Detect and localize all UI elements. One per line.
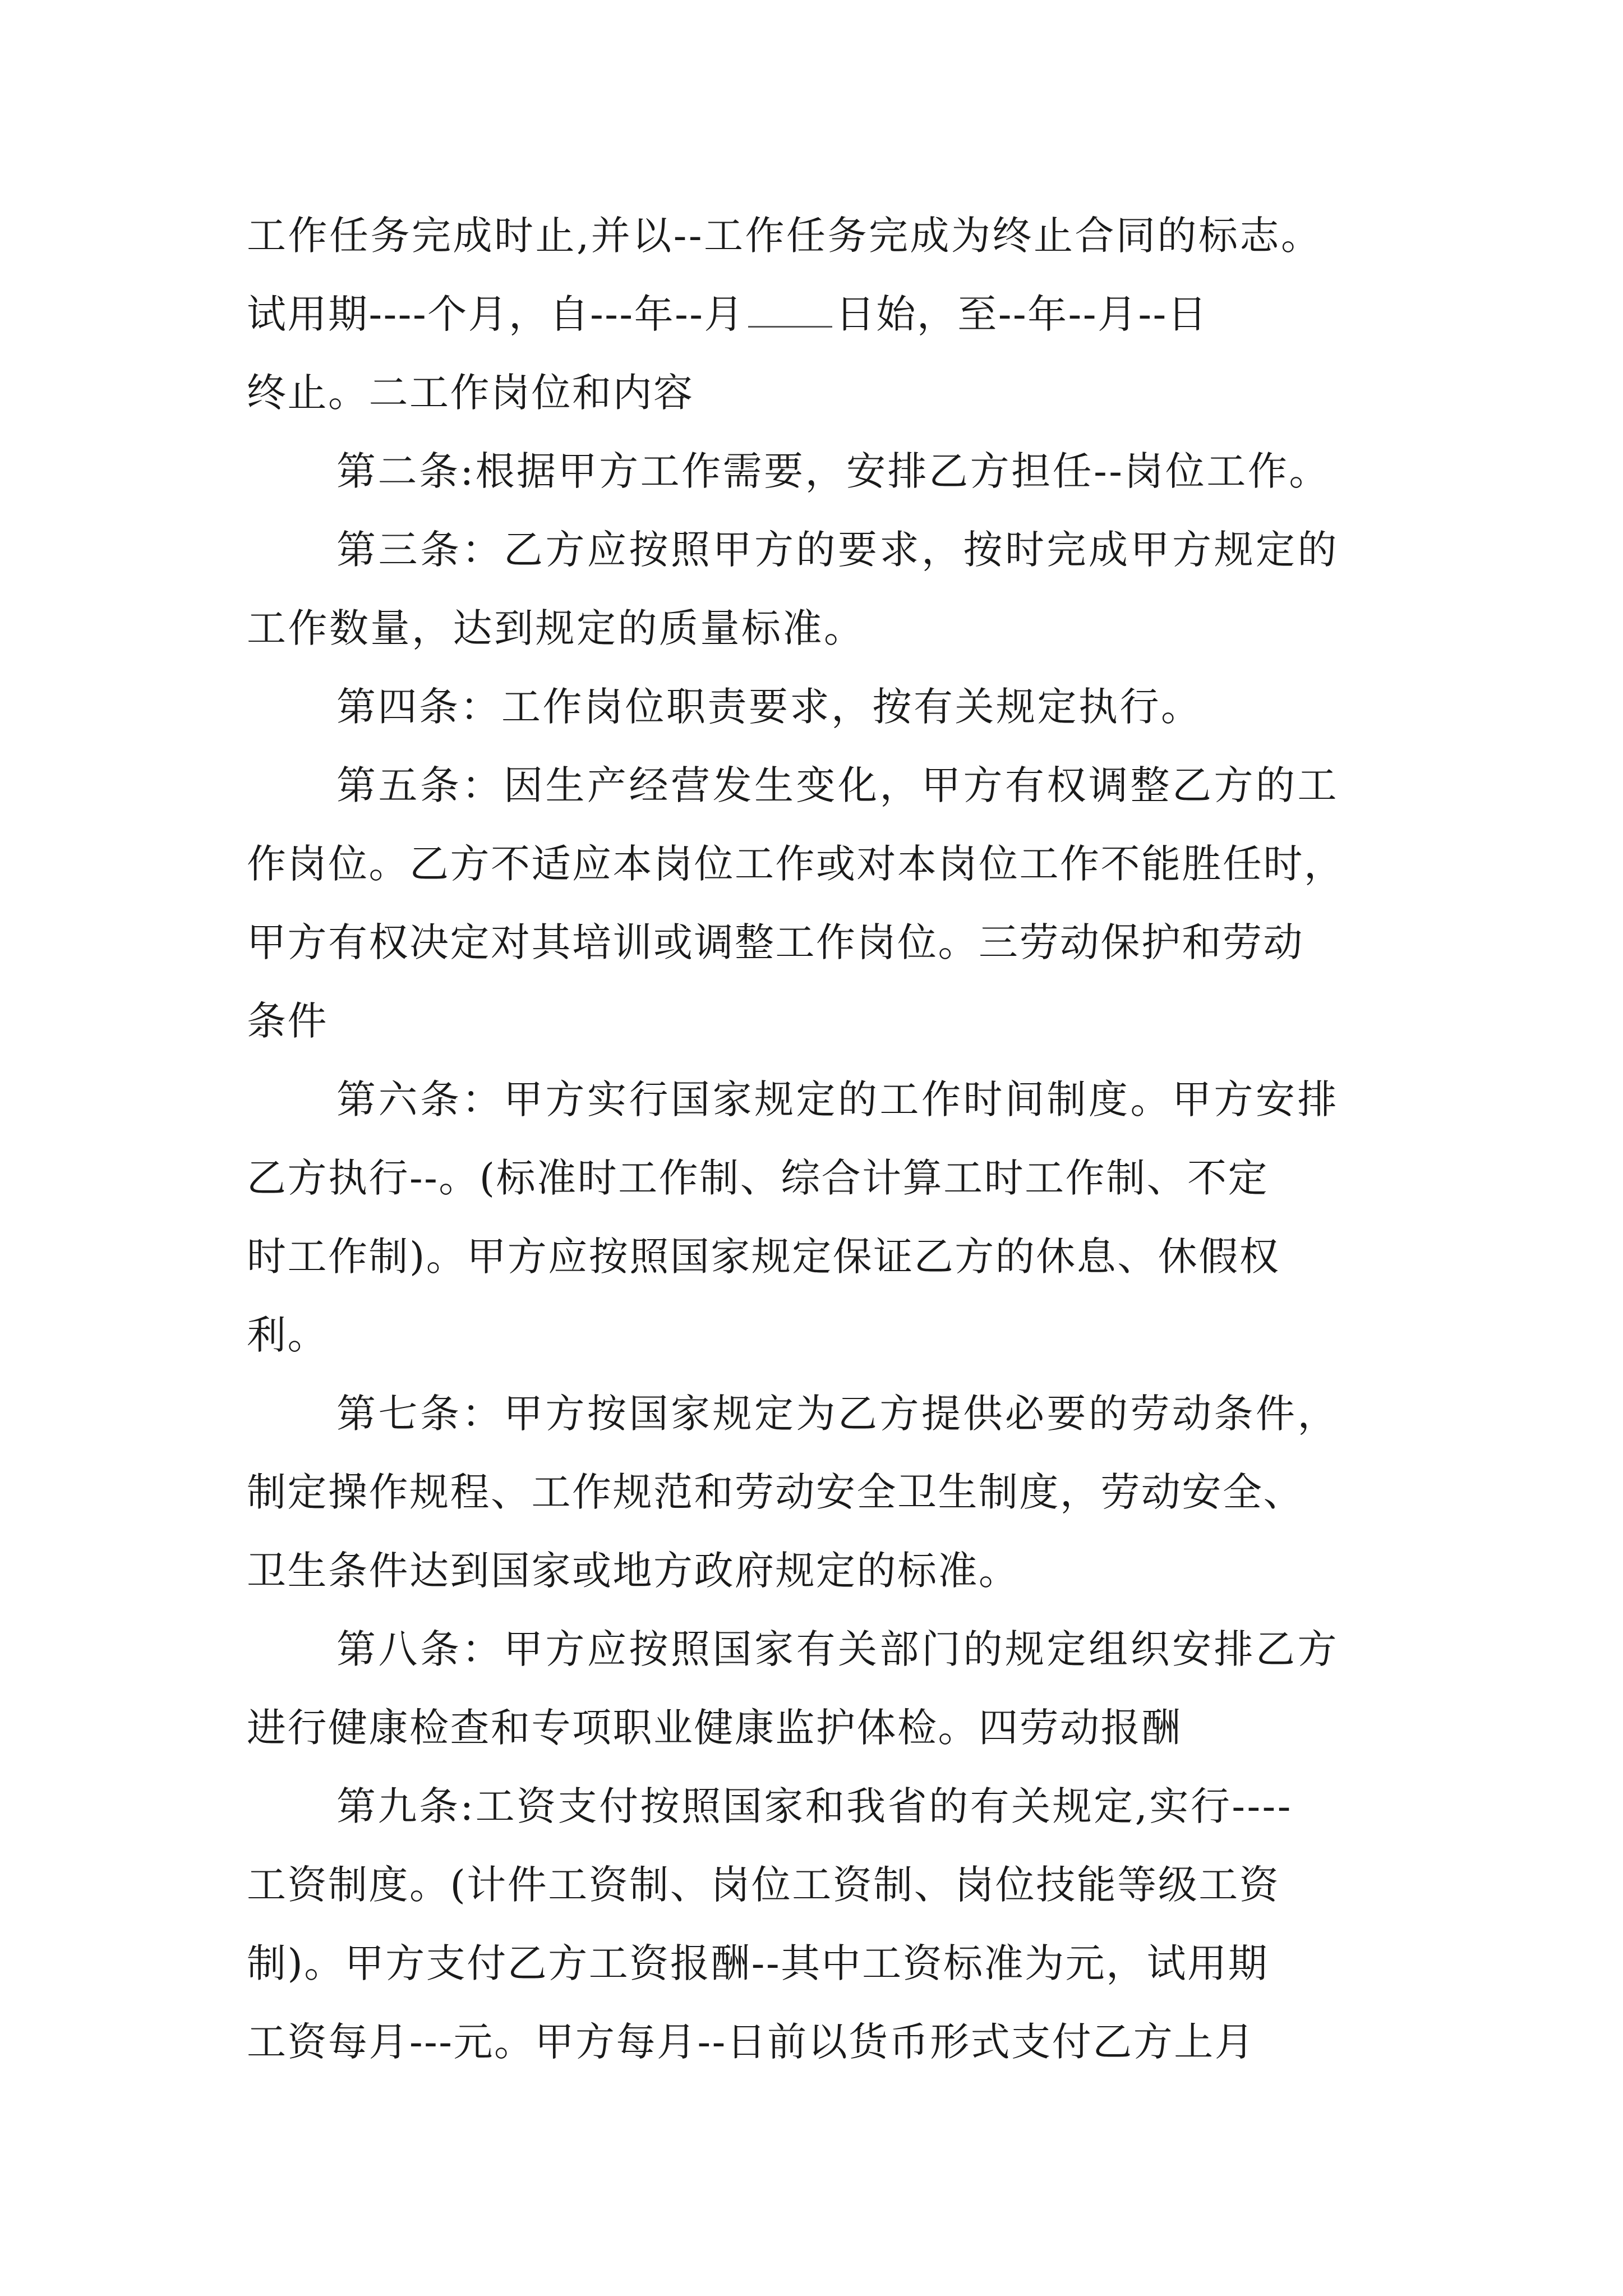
paragraph-line: 作岗位。乙方不适应本岗位工作或对本岗位工作不能胜任时，	[247, 841, 1345, 887]
paragraph-line: 卫生条件达到国家或地方政府规定的标准。	[247, 1548, 1020, 1594]
paragraph-line: 第六条：甲方实行国家规定的工作时间制度。甲方安排	[336, 1076, 1339, 1122]
line-segment: 日始，至--年--月--日	[835, 291, 1209, 337]
paragraph-line: 第二条:根据甲方工作需要，安排乙方担任--岗位工作。	[336, 448, 1330, 494]
paragraph-line: 第七条：甲方按国家规定为乙方提供必要的劳动条件，	[336, 1391, 1339, 1437]
paragraph-line: 工资每月---元。甲方每月--日前以货币形式支付乙方上月	[247, 2019, 1256, 2065]
paragraph-line: 工资制度。(计件工资制、岗位工资制、岗位技能等级工资	[247, 1862, 1280, 1908]
paragraph-line: 第三条：乙方应按照甲方的要求，按时完成甲方规定的	[336, 527, 1339, 573]
paragraph-line: 甲方有权决定对其培训或调整工作岗位。三劳动保护和劳动	[247, 919, 1304, 965]
paragraph-line: 制)。甲方支付乙方工资报酬--其中工资标准为元，试用期	[247, 1940, 1269, 1986]
paragraph-line: 制定操作规程、工作规范和劳动安全卫生制度，劳动安全、	[247, 1469, 1304, 1515]
paragraph-line: 终止。二工作岗位和内容	[247, 370, 694, 416]
paragraph-line: 进行健康检查和专项职业健康监护体检。四劳动报酬	[247, 1705, 1182, 1751]
paragraph-line	[247, 287, 1208, 341]
paragraph-line: 第八条：甲方应按照国家有关部门的规定组织安排乙方	[336, 1626, 1339, 1672]
paragraph-line: 条件	[247, 998, 328, 1044]
paragraph-line: 利。	[247, 1312, 328, 1358]
paragraph-line: 第四条：工作岗位职责要求，按有关规定执行。	[336, 684, 1202, 730]
paragraph-line: 第九条:工资支付按照国家和我省的有关规定,实行----	[336, 1783, 1293, 1829]
paragraph-line: 工作任务完成时止,并以--工作任务完成为终止合同的标志。	[247, 213, 1322, 259]
paragraph-line: 工作数量，达到规定的质量标准。	[247, 605, 865, 651]
paragraph-line: 时工作制)。甲方应按照国家规定保证乙方的休息、休假权	[247, 1234, 1280, 1280]
fill-in-blank	[748, 324, 832, 328]
paragraph-line: 乙方执行--。(标准时工作制、综合计算工时工作制、不定	[247, 1155, 1269, 1201]
line-segment: 试用期----个月，自---年--月	[247, 291, 745, 337]
paragraph-line: 第五条：因生产经营发生变化，甲方有权调整乙方的工	[336, 762, 1339, 808]
